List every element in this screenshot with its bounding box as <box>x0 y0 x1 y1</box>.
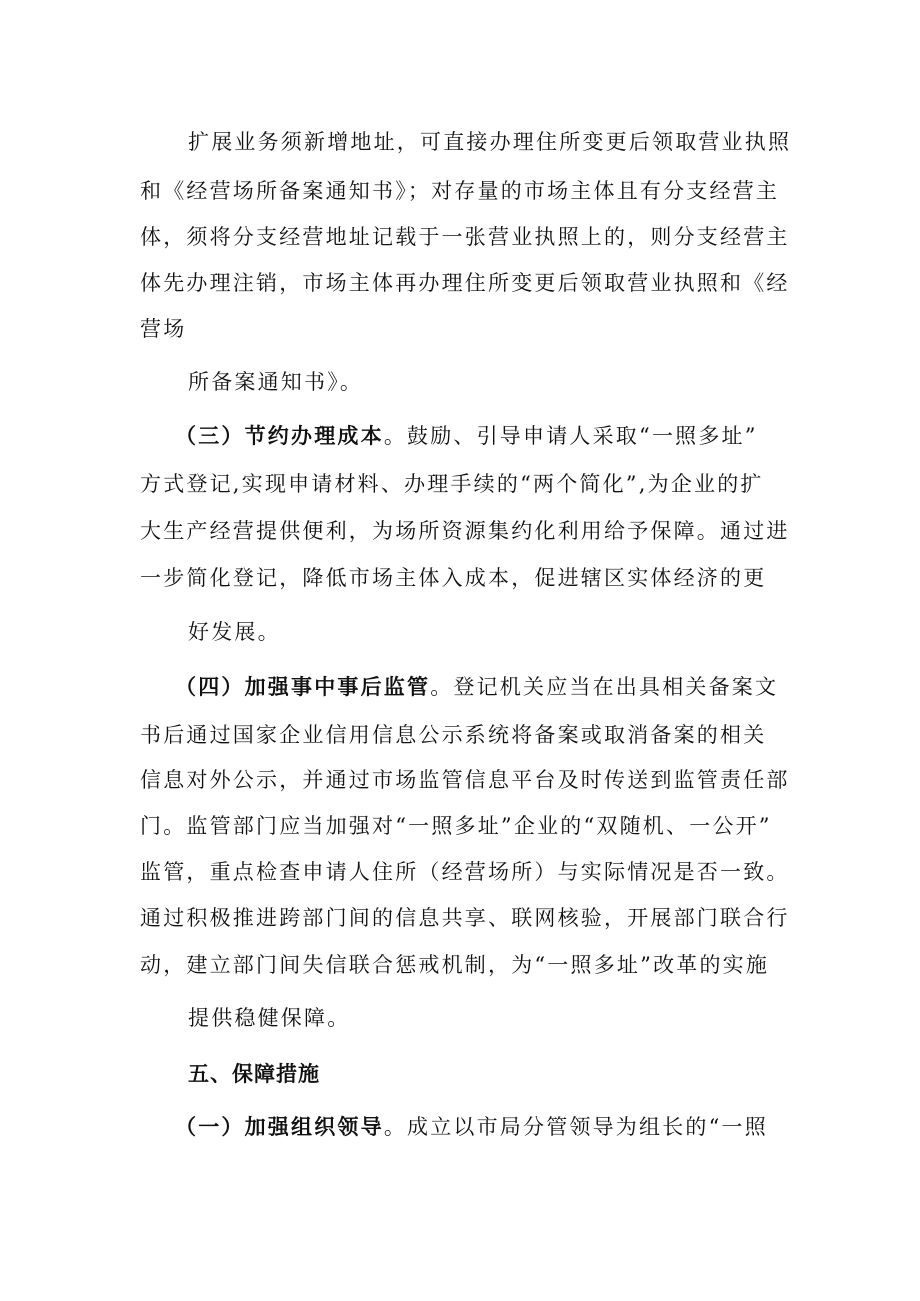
paragraph-4-heading: （一）加强组织领导 <box>175 1115 384 1139</box>
paragraph-3-line-6: 通过积极推进跨部门间的信息共享、联网核验，开展部门联合行 <box>140 906 790 930</box>
paragraph-3-line-1 <box>175 672 778 702</box>
paragraph-3-heading: （四）加强事中事后监管 <box>175 675 431 699</box>
paragraph-2-line-4: 一步简化登记，降低市场主体入成本，促进辖区实体经济的更 <box>140 566 767 590</box>
paragraph-1-line-3: 体，须将分支经营地址记载于一张营业执照上的，则分支经营主 <box>140 225 790 249</box>
paragraph-2-line-5: 好发展。 <box>188 620 281 644</box>
paragraph-1-line-6: 所备案通知书》。 <box>188 370 364 394</box>
paragraph-3-line-3: 信息对外公示，并通过市场监管信息平台及时传送到监管责任部 <box>140 768 790 792</box>
paragraph-2-line-1-text: 。鼓励、引导申请人采取“一照多址” <box>383 424 758 448</box>
paragraph-2-line-1 <box>175 421 758 451</box>
paragraph-3-line-5: 监管，重点检查申请人住所（经营场所）与实际情况是否一致。 <box>140 860 790 884</box>
paragraph-1-line-5: 营场 <box>140 317 187 341</box>
paragraph-3-line-1-text: 。登记机关应当在出具相关备案文 <box>430 675 779 699</box>
paragraph-3-line-4: 门。监管部门应当加强对“一照多址”企业的“双随机、一公开” <box>140 814 772 838</box>
paragraph-1-line-1: 扩展业务须新增地址，可直接办理住所变更后领取营业执照 <box>188 130 792 154</box>
paragraph-3-line-7: 动，建立部门间失信联合惩戒机制，为“一照多址”改革的实施 <box>140 953 770 977</box>
paragraph-2-line-3: 大生产经营提供便利，为场所资源集约化利用给予保障。通过进 <box>140 519 790 543</box>
paragraph-1-line-2: 和《经营场所备案通知书》；对存量的市场主体且有分支经营主 <box>140 179 780 203</box>
paragraph-3-line-8: 提供稳健保障。 <box>188 1006 351 1030</box>
paragraph-2-heading: （三）节约办理成本 <box>175 424 384 448</box>
paragraph-4-line-1-text: 。成立以市局分管领导为组长的“一照 <box>383 1115 768 1139</box>
paragraph-1-line-4: 体先办理注销，市场主体再办理住所变更后领取营业执照和《经 <box>140 271 790 295</box>
paragraph-4-line-1 <box>175 1112 768 1142</box>
paragraph-2-line-2: 方式登记,实现申请材料、办理手续的“两个简化”,为企业的扩 <box>140 472 764 496</box>
paragraph-3-line-2: 书后通过国家企业信用信息公示系统将备案或取消备案的相关 <box>140 723 767 747</box>
section-heading: 五、保障措施 <box>188 1062 320 1086</box>
